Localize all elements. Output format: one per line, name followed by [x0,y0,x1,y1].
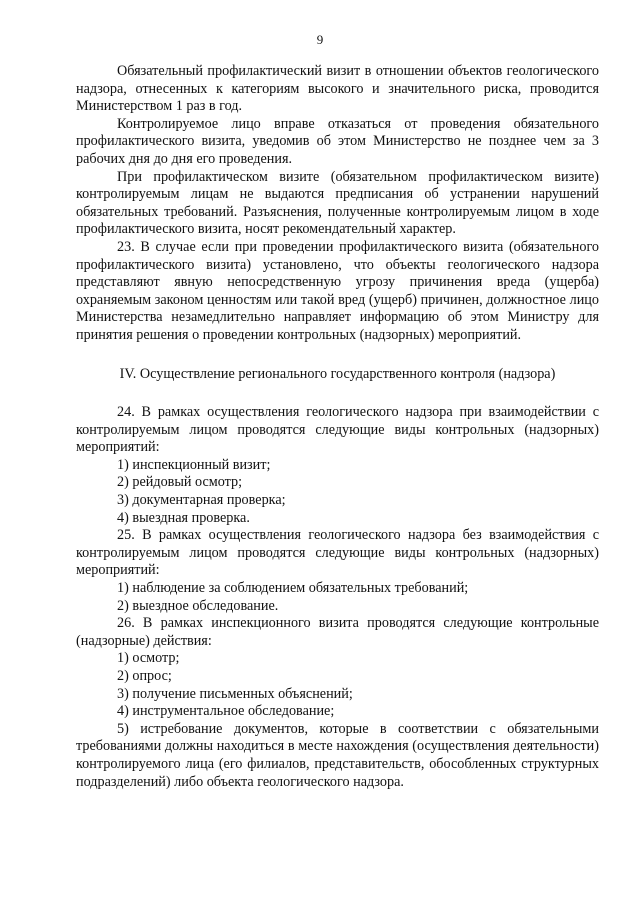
list-item: 5) истребование документов, которые в соответствии с обязательными требованиями должны находиться в месте нахождения (осуществления деятельности) контролируемого лица (его филиалов, представительств, обособленных структурных подразделений) либо объекта геологического надзора. [76,720,599,790]
paragraph: При профилактическом визите (обязательном профилактическом визите) контролируемым лицам не выдаются предписания об устранении нарушений обязательных требований. Разъяснения, полученные контролируемым лицом в ходе профилактического визита, носят рекомендательный характер. [76,168,599,238]
section-heading: IV. Осуществление регионального государственного контроля (надзора) [119,365,556,382]
list-item: 1) наблюдение за соблюдением обязательных требований; [117,580,469,597]
list-item: 1) осмотр; [117,650,180,667]
paragraph-25: 25. В рамках осуществления геологического надзора без взаимодействия с контролируемым лицом проводятся следующие виды контрольных (надзорных) мероприятий: [76,527,599,579]
list-item: 4) инструментальное обследование; [117,703,335,720]
page-number: 9 [316,32,324,47]
list-item: 1) инспекционный визит; [117,456,271,473]
list-item: 2) рейдовый осмотр; [117,474,243,491]
paragraph: Контролируемое лицо вправе отказаться от проведения обязательного профилактического визита, уведомив об этом Министерство не позднее чем за 3 рабочих дня до дня его проведения. [76,115,599,167]
list-item: 2) опрос; [117,668,172,684]
document-body [76,63,599,791]
list-item: 3) получение письменных объяснений; [117,685,353,702]
paragraph-23: 23. В случае если при проведении профилактического визита (обязательного профилактического визита) установлено, что объекты геологического надзора представляют явную непосредственную угрозу причинения вреда (ущерба) охраняемым законом ценностям или такой вред (ущерб) причинен, должностное лицо Министерства незамедлительно направляет информацию об этом Министру для принятия решения о проведении контрольных (надзорных) мероприятий. [76,238,599,343]
paragraph: Обязательный профилактический визит в отношении объектов геологического надзора, отнесенных к категориям высокого и значительного риска, проводится Министерством 1 раз в год. [76,63,599,115]
paragraph-26: 26. В рамках инспекционного визита проводятся следующие контрольные (надзорные) действия: [76,615,599,649]
list-item: 3) документарная проверка; [117,492,286,509]
list-item: 4) выездная проверка. [117,509,250,526]
paragraph-24: 24. В рамках осуществления геологического надзора при взаимодействии с контролируемым лицом проводятся следующие виды контрольных (надзорных) мероприятий: [76,404,599,456]
list-item: 2) выездное обследование. [117,597,279,614]
